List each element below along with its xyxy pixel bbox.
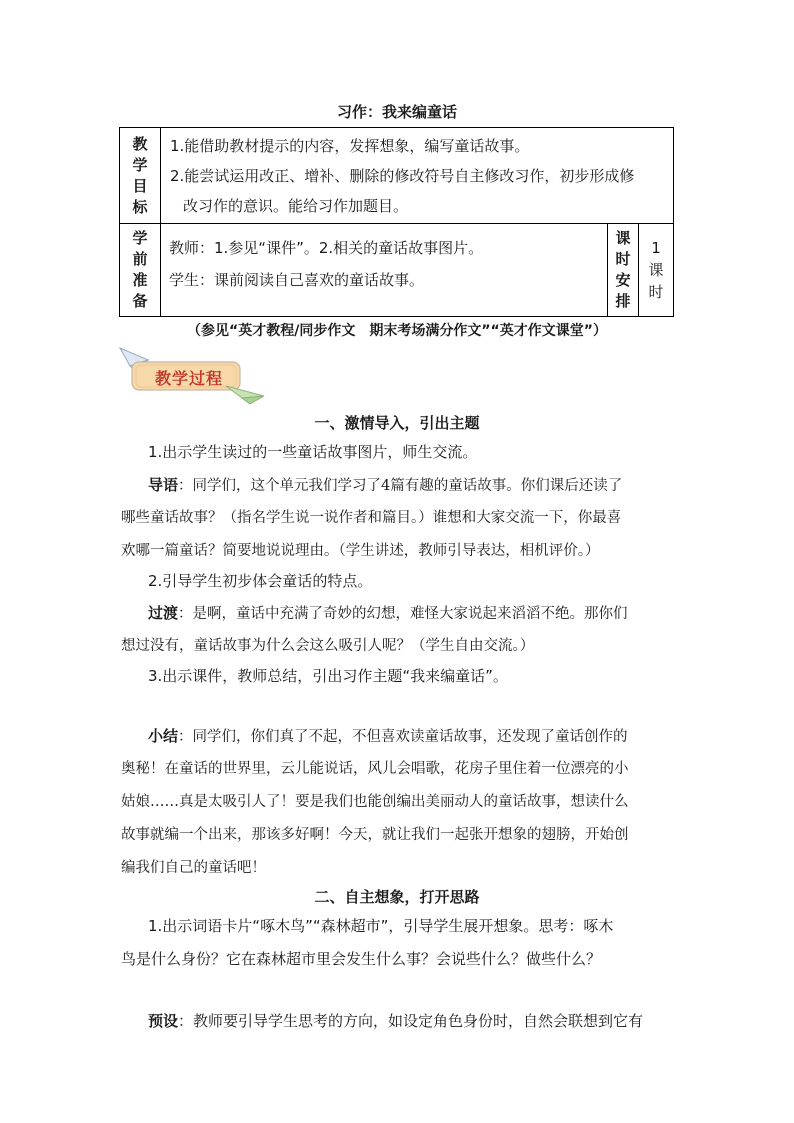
goals-head-char: 学 — [132, 155, 148, 174]
s1-item1-text: 1.出示学生读过的一些童话故事图片，师生交流。 — [148, 443, 478, 461]
prep-head-char: 准 — [132, 271, 148, 289]
teaching-process-banner — [118, 346, 268, 404]
time-value — [639, 224, 674, 317]
s2-preset — [148, 1005, 676, 1038]
s1-item3: 3.出示课件，教师总结，引出习作主题“我来编童话”。 — [148, 667, 508, 685]
prep-teacher: 教师：1.参见“课件”。2.相关的童话故事图片。 — [169, 239, 484, 257]
guide-text: ：同学们，这个单元我们学习了4篇有趣的童话故事。你们课后还读了 — [178, 478, 623, 494]
time-head-char: 课 — [615, 229, 631, 247]
time-head-char: 排 — [615, 292, 631, 310]
goals-head-char: 标 — [132, 197, 148, 216]
banner-label: 教学过程 — [154, 369, 223, 388]
section1-heading: 一、激情导入，引出主题 — [314, 414, 480, 432]
summary-label: 小结 — [148, 727, 179, 745]
time-head-char: 时 — [615, 250, 631, 268]
section2-heading: 二、自主想象，打开思路 — [314, 888, 480, 906]
s2-item1-line2: 鸟是什么身份？它在森林超市里会发生什么事？会说些什么？做些什么？ — [121, 950, 602, 968]
s1-summary-line2: 奥秘！在童话的世界里，云儿能说话，风儿会唱歌，花房子里住着一位漂亮的小 — [121, 761, 629, 777]
transition-text: ：是啊，童话中充满了奇妙的幻想，难怪大家说起来滔滔不绝。那你们 — [178, 606, 628, 622]
goals-head-char: 教 — [132, 134, 148, 153]
preset-label: 预设 — [148, 1012, 179, 1030]
guide-label: 导语 — [148, 476, 179, 494]
goal-item-continued: 改习作的意识。能给习作加题目。 — [183, 197, 409, 215]
s1-guide — [148, 469, 676, 503]
goals-content — [161, 128, 674, 224]
page-title: 习作：我来编童话 — [336, 103, 457, 121]
goals-head-char: 目 — [132, 176, 148, 195]
goal-item: 2.能尝试运用改正、增补、删除的修改符号自主修改习作，初步形成修 — [170, 167, 635, 185]
s1-summary-line5: 编我们自己的童话吧！ — [121, 860, 266, 876]
reference-note: （参见“英才教程/同步作文 期末考场满分作文”“英才作文课堂”） — [187, 323, 607, 339]
goal-item: 1.能借助教材提示的内容，发挥想象，编写童话故事。 — [170, 137, 530, 155]
s1-item1 — [148, 436, 676, 469]
time-head-char: 安 — [615, 271, 631, 289]
time-value-char: 1 — [651, 239, 661, 257]
prep-student: 学生：课前阅读自己喜欢的童话故事。 — [169, 271, 425, 289]
time-value-char: 时 — [648, 283, 664, 301]
prep-content — [161, 224, 608, 317]
preset-text: ：教师要引导学生思考的方向，如设定角色身份时，自然会联想到它有 — [178, 1012, 644, 1030]
s1-guide-line2: 哪些童话故事？（指名学生说一说作者和篇目。）谁想和大家交流一下，你最喜 — [121, 510, 622, 526]
s1-transition-line2: 想过没有，童话故事为什么会这么吸引人呢？（学生自由交流。） — [121, 638, 535, 654]
prep-head-char: 备 — [132, 292, 148, 310]
goals-head — [120, 128, 161, 224]
s2-item1: 1.出示词语卡片“啄木鸟”“森林超市”，引导学生展开想象。思考：啄木 — [148, 917, 614, 935]
s1-item2: 2.引导学生初步体会童话的特点。 — [148, 572, 373, 590]
s1-summary-line4: 故事就编一个出来，那该多好啊！今天，就让我们一起张开想象的翅膀，开始创 — [121, 827, 629, 843]
s1-summary-line3: 姑娘……真是太吸引人了！要是我们也能创编出美丽动人的童话故事，想读什么 — [121, 794, 629, 810]
summary-text: ：同学们，你们真了不起，不但喜欢读童话故事，还发现了童话创作的 — [178, 729, 628, 745]
prep-head-char: 学 — [132, 229, 148, 247]
time-value-char: 课 — [648, 261, 664, 279]
s1-summary — [148, 720, 676, 754]
s1-transition — [148, 597, 676, 631]
prep-head-char: 前 — [132, 250, 148, 268]
prep-head — [120, 224, 161, 317]
transition-label: 过渡 — [148, 604, 179, 622]
s1-guide-line3: 欢哪一篇童话？简要地说说理由。（学生讲述，教师引导表达，相机评价。） — [121, 543, 600, 559]
lesson-plan-table — [119, 127, 674, 317]
time-head — [608, 224, 639, 317]
